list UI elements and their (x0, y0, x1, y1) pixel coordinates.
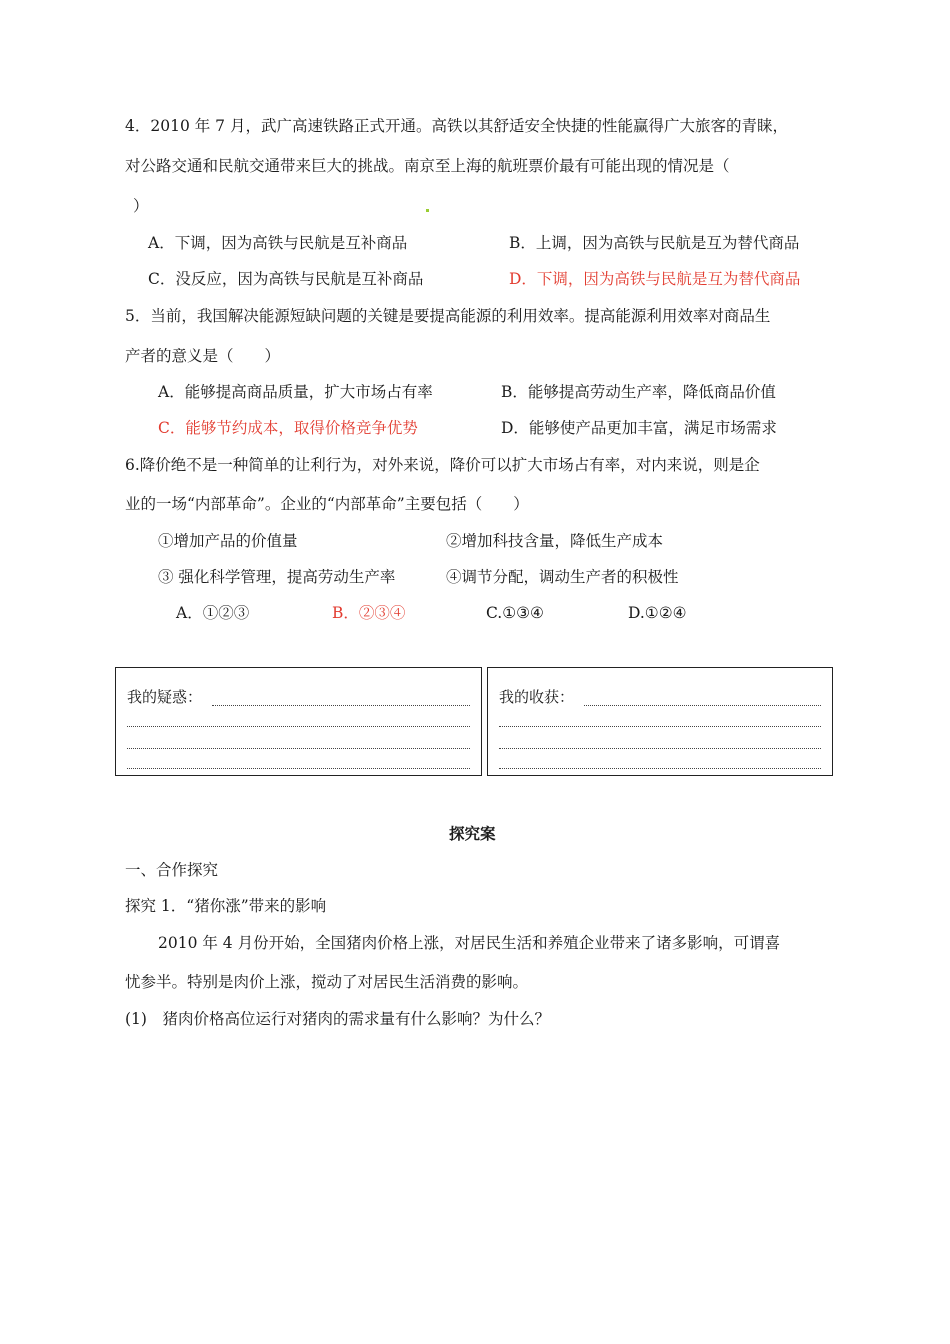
q6-stem-line1: 6.降价绝不是一种简单的让利行为，对外来说，降价可以扩大市场占有率，对内来说，则是企 (125, 456, 760, 474)
q5-stem-line1: 5．当前，我国解决能源短缺问题的关键是要提高能源的利用效率。提高能源利用效率对商品生 (125, 307, 771, 325)
q4-option-d-answer: D．下调，因为高铁与民航是互为替代商品 (509, 270, 801, 288)
doubts-box (115, 667, 482, 776)
q4-stem-line3: ） (133, 197, 149, 215)
q4-stem-line2: 对公路交通和民航交通带来巨大的挑战。南京至上海的航班票价最有可能出现的情况是（ (125, 157, 730, 175)
gains-writing-line[interactable] (584, 705, 821, 706)
doubts-writing-line[interactable] (127, 726, 470, 727)
gains-writing-line[interactable] (499, 768, 821, 769)
q5-option-c-answer: C．能够节约成本，取得价格竞争优势 (158, 419, 418, 437)
doubts-writing-line[interactable] (127, 768, 470, 769)
q5-option-a: A．能够提高商品质量，扩大市场占有率 (158, 383, 433, 401)
q6-option-d: D.①②④ (628, 604, 687, 622)
q4-option-c: C．没反应，因为高铁与民航是互补商品 (148, 270, 424, 288)
doubts-writing-line[interactable] (212, 705, 470, 706)
q6-option-c: C.①③④ (486, 604, 544, 622)
q5-option-b: B．能够提高劳动生产率，降低商品价值 (501, 383, 776, 401)
q6-stem-line2: 业的一场“内部革命”。企业的“内部革命”主要包括（ ） (125, 495, 529, 513)
q5-option-d: D．能够使产品更加丰富，满足市场需求 (501, 419, 777, 437)
gains-writing-line[interactable] (499, 726, 821, 727)
explore-paragraph-line2: 忧参半。特别是肉价上涨，搅动了对居民生活消费的影响。 (125, 973, 529, 991)
q6-option-a: A．①②③ (176, 604, 250, 622)
q6-option-b-answer: B．②③④ (332, 604, 406, 622)
gains-writing-line[interactable] (499, 748, 821, 749)
q6-item-3: ③ 强化科学管理，提高劳动生产率 (158, 568, 396, 586)
q4-option-b: B．上调，因为高铁与民航是互为替代商品 (509, 234, 800, 252)
doubts-label: 我的疑惑： (127, 688, 203, 706)
q6-item-2: ②增加科技含量，降低生产成本 (446, 532, 664, 550)
explore-title: 探究案 (449, 824, 496, 843)
q5-stem-line2: 产者的意义是（ ） (125, 347, 281, 365)
q6-item-4: ④调节分配，调动生产者的积极性 (446, 568, 679, 586)
explore-question-1: (1) 猪肉价格高位运行对猪肉的需求量有什么影响？为什么？ (125, 1010, 550, 1028)
gains-box (487, 667, 833, 776)
explore-paragraph-line1: 2010 年 4 月份开始，全国猪肉价格上涨，对居民生活和养殖企业带来了诸多影响，可谓喜 (158, 934, 781, 952)
gains-label: 我的收获： (499, 688, 575, 706)
doubts-writing-line[interactable] (127, 748, 470, 749)
q4-stem-line1: 4．2010 年 7 月，武广高速铁路正式开通。高铁以其舒适安全快捷的性能赢得广大旅客的青睐， (125, 117, 788, 135)
q6-item-1: ①增加产品的价值量 (158, 532, 298, 550)
explore-topic: 探究 1．“猪你涨”带来的影响 (125, 897, 327, 915)
green-mark (426, 209, 429, 212)
q4-option-a: A．下调，因为高铁与民航是互补商品 (148, 234, 408, 252)
section-heading: 一、合作探究 (125, 861, 219, 879)
